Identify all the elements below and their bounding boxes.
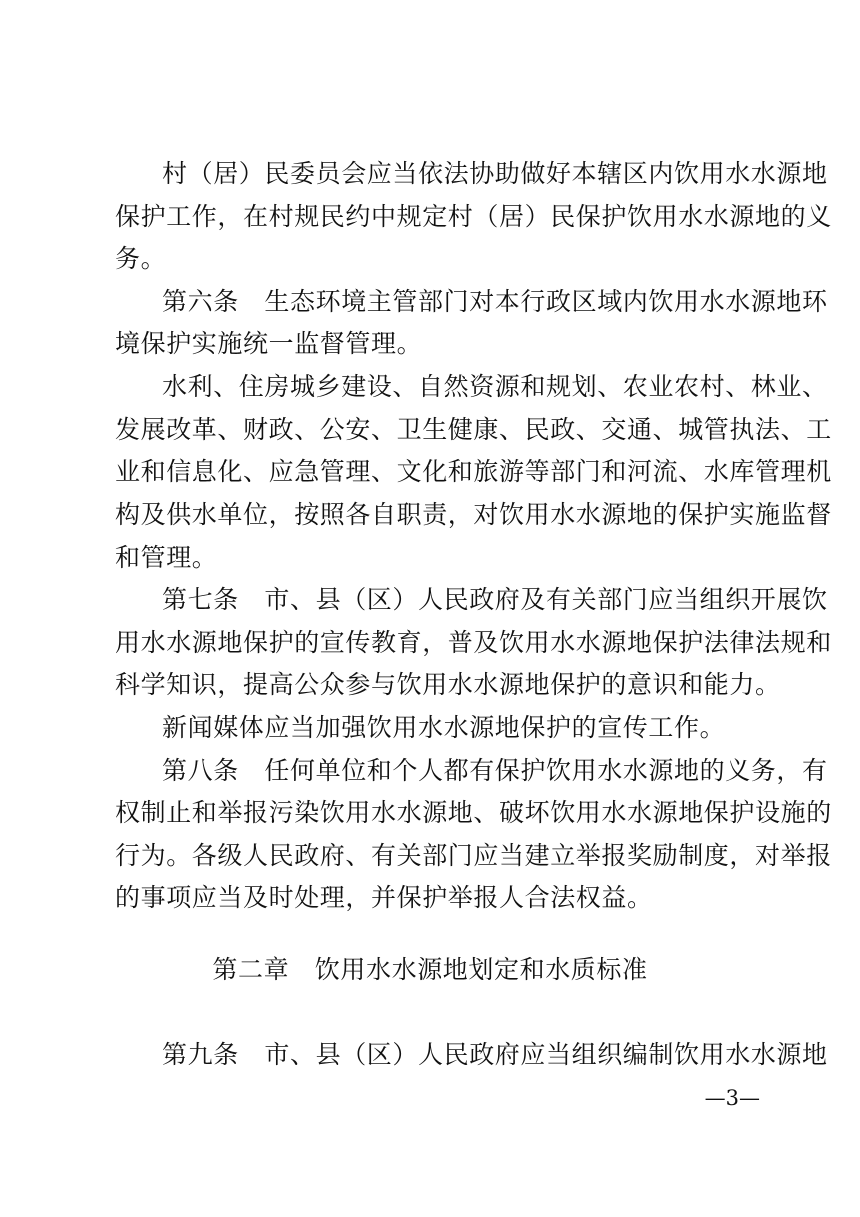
paragraph-1-line-2: 保护工作，在村规民约中规定村（居）民保护饮用水水源地的义: [115, 202, 832, 231]
chapter-heading: 第二章 饮用水水源地划定和水质标准: [212, 955, 648, 984]
paragraph-3-line-1: 水利、住房城乡建设、自然资源和规划、农业农村、林业、: [162, 372, 828, 401]
article-7-line-1: 第七条 市、县（区）人民政府及有关部门应当组织开展饮: [162, 585, 828, 614]
paragraph-3-line-4: 构及供水单位，按照各自职责，对饮用水水源地的保护实施监督: [115, 500, 832, 529]
article-6-line-1: 第六条 生态环境主管部门对本行政区域内饮用水水源地环: [162, 287, 828, 316]
paragraph-1-line-3: 务。: [115, 244, 167, 273]
article-6-line-2: 境保护实施统一监督管理。: [115, 329, 423, 358]
paragraph-3-line-2: 发展改革、财政、公安、卫生健康、民政、交通、城管执法、工: [115, 415, 832, 444]
article-9-line-1: 第九条 市、县（区）人民政府应当组织编制饮用水水源地: [162, 1040, 828, 1069]
paragraph-3-line-5: 和管理。: [115, 543, 218, 572]
paragraph-1-line-1: 村（居）民委员会应当依法协助做好本辖区内饮用水水源地: [162, 159, 828, 188]
paragraph-5-line-1: 新闻媒体应当加强饮用水水源地保护的宣传工作。: [162, 713, 726, 742]
page-number: —3—: [704, 1086, 760, 1110]
article-8-line-2: 权制止和举报污染饮用水水源地、破坏饮用水水源地保护设施的: [115, 798, 832, 827]
article-8-line-1: 第八条 任何单位和个人都有保护饮用水水源地的义务，有: [162, 756, 828, 785]
article-8-line-3: 行为。各级人民政府、有关部门应当建立举报奖励制度，对举报: [115, 841, 832, 870]
article-7-line-3: 科学知识，提高公众参与饮用水水源地保护的意识和能力。: [115, 670, 781, 699]
article-7-line-2: 用水水源地保护的宣传教育，普及饮用水水源地保护法律法规和: [115, 628, 832, 657]
article-8-line-4: 的事项应当及时处理，并保护举报人合法权益。: [115, 883, 653, 912]
paragraph-3-line-3: 业和信息化、应急管理、文化和旅游等部门和河流、水库管理机: [115, 457, 832, 486]
